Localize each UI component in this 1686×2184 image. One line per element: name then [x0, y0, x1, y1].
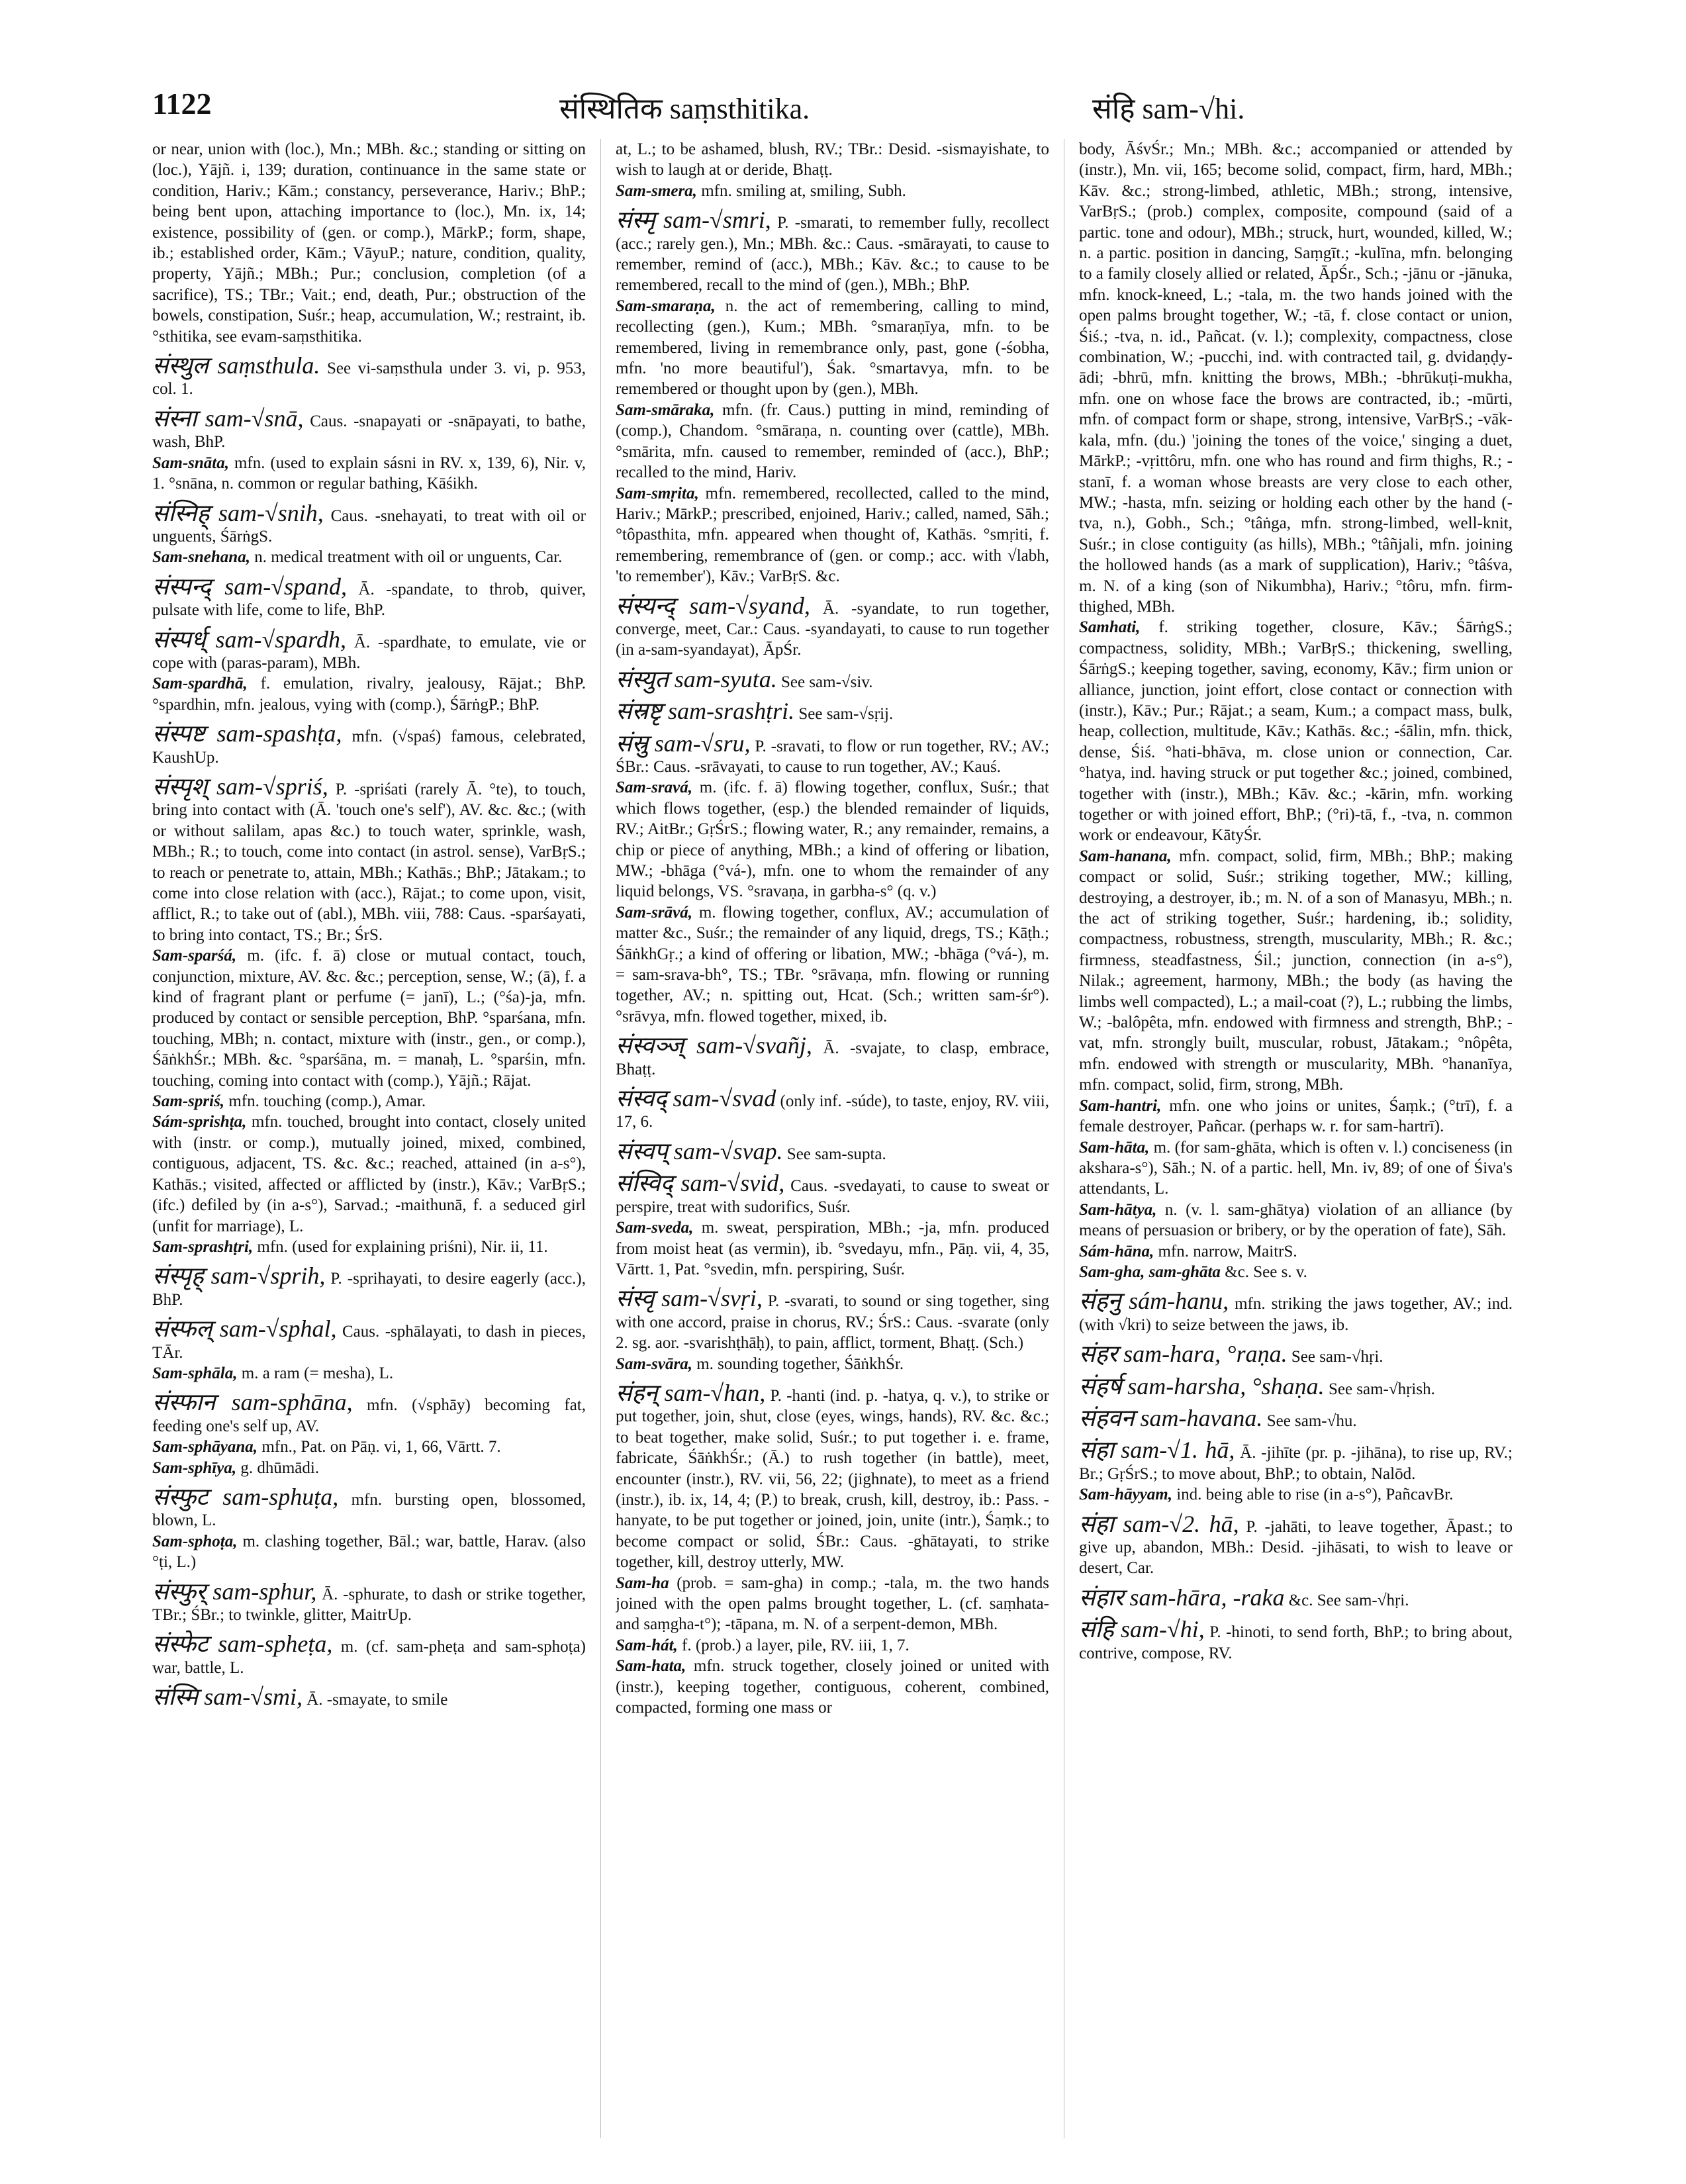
headword: संस्रष्टृ sam-srashṭri. — [616, 698, 795, 725]
subentry — [1079, 1484, 1513, 1505]
headword-entry — [152, 773, 586, 945]
subentry-headword: Sam-sphāyana, — [152, 1438, 258, 1456]
headword: संस्वञ्ज् sam-√svañj, — [616, 1032, 812, 1059]
subentry — [152, 1237, 586, 1257]
column-2 — [616, 139, 1049, 2138]
entry-definition: m. sounding together, ŚāṅkhŚr. — [696, 1354, 904, 1373]
headword: संस्फान sam-sphāna, — [152, 1389, 353, 1416]
subentry-headword: Sam-gha, sam-ghāta — [1079, 1262, 1221, 1281]
headword-entry — [1079, 1288, 1513, 1335]
headword: संस्मृ sam-√smri, — [616, 207, 771, 234]
entry-definition: P. -sprihayati, to desire eagerly (acc.), BhP. — [152, 1270, 586, 1309]
entry-definition: Ā. -smayate, to smile — [306, 1691, 448, 1709]
column-divider — [600, 139, 601, 2138]
headword: संस्पन्द् sam-√spand, — [152, 573, 347, 600]
entry-definition: mfn. smiling at, smiling, Subh. — [701, 181, 906, 200]
subentry-headword: Sam-hanana, — [1079, 847, 1172, 865]
entry-definition: P. -jahāti, to leave together, Āpast.; to give up, abandon, MBh.: Desid. -jihāsati, to wish to leave or desert, Car. — [1079, 1517, 1513, 1578]
subentry — [616, 1573, 1049, 1635]
entry-definition: (only inf. -súde), to taste, enjoy, RV. viii, 17, 6. — [616, 1092, 1049, 1131]
headword-entry — [1079, 1437, 1513, 1484]
subentry — [616, 1354, 1049, 1374]
page-number: 1122 — [152, 87, 212, 120]
subentry-headword: Sam-smṛita, — [616, 484, 699, 502]
entry-definition: or near, union with (loc.), Mn.; MBh. &c.; standing or sitting on (loc.), Yājñ. i, 139; duration, continuance in the same state or condition, Hariv.; Kām.; constancy, perseverance, Hariv.; BhP.; being bent upon, attaching importance to (loc.), Mn. ix, 14; existence, possibility of (gen. or comp.), MārkP.; form, shape, ib.; established order, Kām.; VāyuP.; nature, condition, quality, property, Yājñ.; MBh.; Pur.; conclusion, completion (of a sacrifice), TS.; TBr.; Vait.; end, death, Pur.; obstruction of the bowels, constipation, Suśr.; heap, accumulation, W.; restraint, ib. °sthitika, see evam-saṃsthitika. — [152, 140, 586, 346]
headword-entry — [616, 1380, 1049, 1573]
subentry-headword: Sam-sprashṭri, — [152, 1237, 254, 1256]
entry-definition: m. flowing together, conflux, AV.; accumulation of matter &c., Suśr.; the remainder of any liquid, dregs, TS.; Kāṭh.; ŚāṅkhGṛ.; a kind of offering or libation, MW.; -bhāga (°vá-), m. = sam-srava-bh°, TS.; TBr. °srāvaṇa, mfn. flowing or running together, AV.; n. spitting out, Hcat. (Sch.; written sam-śr°). °srāvya, mfn. flowed together, mixed, ib. — [616, 903, 1049, 1025]
headword: संस्यन्द् sam-√syand, — [616, 592, 810, 619]
subentry — [152, 1437, 586, 1457]
headword: संहा sam-√1. hā, — [1079, 1437, 1235, 1464]
entry-definition: m. (ifc. f. ā) close or mutual contact, touch, conjunction, mixture, AV. &c. &c.; perception, sense, W.; (ā), f. a kind of fragrant plant or perfume (= janī), L.; (°śa)-ja, mfn. produced by contact or sensible perception, BhP. °sparśana, mfn. touching, MBh; n. contact, mixture with (instr., gen., or comp.), ŚāṅkhŚr.; MBh. &c. °sparśāna, m. = manaḥ, L. °sparśin, mfn. touching, coming into contact with (comp.), Yājñ.; Rājat. — [152, 947, 586, 1090]
headword: संस्फुट sam-sphuṭa, — [152, 1483, 339, 1510]
entry-definition: mfn. one who joins or unites, Śaṃk.; (°trī), f. a female destroyer, Pañcar. (perhaps w. r. for sam-hartrī). — [1079, 1096, 1513, 1136]
headword-entry — [616, 207, 1049, 296]
subentry — [1079, 1262, 1513, 1282]
headword-entry — [152, 500, 586, 547]
headword: संस्फल् sam-√sphal, — [152, 1315, 337, 1343]
headword: संहनु sám-hanu, — [1079, 1288, 1229, 1315]
subentry-headword: Sám-sprishṭa, — [152, 1113, 247, 1131]
subentry-headword: Sam-ha — [616, 1574, 669, 1592]
headword: संस्पृह् sam-√sprih, — [152, 1262, 326, 1290]
subentry-headword: Sam-hāyyam, — [1079, 1486, 1172, 1504]
entry-definition: Caus. -snapayati or -snāpayati, to bathe, wash, BhP. — [152, 412, 586, 451]
subentry — [616, 1656, 1049, 1718]
headword-entry — [152, 1315, 586, 1363]
entry-definition: See sam-√siv. — [780, 673, 873, 691]
subentry — [1079, 846, 1513, 1096]
subentry — [152, 1091, 586, 1112]
subentry — [616, 1217, 1049, 1280]
subentry-headword: Sam-spriś, — [152, 1092, 225, 1111]
headword: संस्वृ sam-√svṛi, — [616, 1285, 763, 1312]
subentry — [1079, 1241, 1513, 1262]
subentry-headword: Sam-sravá, — [616, 779, 692, 797]
subentry — [616, 902, 1049, 1027]
headword: संस्ना sam-√snā, — [152, 404, 304, 432]
headword-entry — [616, 593, 1049, 661]
headword-entry — [152, 1262, 586, 1310]
subentry-headword: Sam-smāraka, — [616, 401, 715, 419]
column-3 — [1079, 139, 1513, 2138]
entry-definition: at, L.; to be ashamed, blush, RV.; TBr.: Desid. -sismayishate, to wish to laugh at or deride, Bhaṭṭ. — [616, 140, 1049, 179]
headword: संहवन sam-havana. — [1079, 1404, 1263, 1431]
headword: संस्थुल saṃsthula. — [152, 352, 320, 379]
entry-definition: mfn. narrow, MaitrS. — [1158, 1242, 1297, 1260]
entry-definition: P. -sravati, to flow or run together, RV.; AV.; ŚBr.: Caus. -srāvayati, to cause to run together, AV.; Kauś. — [616, 737, 1049, 776]
subentry — [152, 945, 586, 1091]
entry-continuation — [616, 139, 1049, 181]
entry-definition: body, ĀśvŚr.; Mn.; MBh. &c.; accompanied or attended by (instr.), Mn. vii, 165; become solid, compact, firm, hard, MBh.; Kāv. &c.; strong-limbed, athletic, MBh.; strong, intensive, VarBṛS.; (prob.) complex, composite, compound (said of a partic. tone and odour), MBh.; struck, hurt, wounded, killed, W.; n. a partic. position in dancing, Saṃgīt.; -kulīna, mfn. belonging to a family closely allied or related, ĀpŚr., Sch.; -jānu or -jānuka, mfn. knock-kneed, L.; -tala, m. the two hands joined with the open palms brought together, W.; -tā, f. close contact or union, Śiś.; -tva, n. id., Pañcat. (v. l.); complexity, compactness, close combination, W.; -pucchi, ind. with contracted tail, g. dvidaṇḍy-ādi; -bhrū, mfn. knitting the brows, MBh.; -bhrūkuṭi-mukha, mfn. one on whose face the brows are contracted, ib.; -mūrti, mfn. of compact form or shape, strong, intensive, VarBṛS.; -vāk-kala, mfn. (du.) 'joining the tones of the voice,' singing a duet, MārkP.; -vṛittôru, mfn. one who has round and firm thighs, R.; -stanī, f. a woman whose breasts are very close to each other, MW.; -hasta, mfn. seizing or holding each other by the hand (-tva, n.), Gobh., Sch.; °tâṅga, mfn. strong-limbed, well-knit, Suśr.; in close contiguity (as hills), MBh.; °tâñjali, mfn. joining the hollowed hands (as a mark of supplication), Hariv.; °tâśva, m. N. of a king (son of Nikumbha), Hariv.; °tôru, mfn. firm-thighed, MBh. — [1079, 140, 1513, 616]
headword: संस्पर्ध् sam-√spardh, — [152, 626, 346, 653]
entry-definition: P. -svarati, to sound or sing together, sing with one accord, praise in chorus, RV.; ŚrS.: Caus. -svarate (only 2. sg. aor. -svarishṭhāḥ), to pain, afflict, torment, Bhaṭṭ. (Sch.) — [616, 1292, 1049, 1353]
subentry-headword: Sam-svāra, — [616, 1354, 692, 1373]
entry-definition: Caus. -snehayati, to treat with oil or unguents, ŚārṅgS. — [152, 506, 586, 546]
headword: संस्पष्ट sam-spashṭa, — [152, 720, 342, 747]
subentry-headword: Sam-hātya, — [1079, 1200, 1157, 1219]
entry-definition: n. the act of remembering, calling to mind, recollecting (gen.), Kum.; MBh. °smaraṇīya, mfn. to be remembered, living in remembrance only, past, gone (-śobha, mfn. 'no more beautiful'), Śak. °smartavya, mfn. to be remembered or thought upon by (gen.), MBh. — [616, 297, 1049, 399]
headword: संहा sam-√2. hā, — [1079, 1510, 1239, 1537]
entry-definition: m. (ifc. f. ā) flowing together, conflux, Suśr.; that which flows together, (esp.) the blended remainder of liquids, RV.; AitBr.; GṛŚrS.; flowing water, R.; any remainder, remains, a chip or piece of anything, MBh.; a kind of offering or libation, MW.; -bhāga (°vá-), mfn. one to whom the remainder of any liquid belongs, VS. °sravaṇa, in garbha-s° (q. v.) — [616, 779, 1049, 901]
headword: संहर्ष sam-harsha, °shaṇa. — [1079, 1372, 1325, 1400]
subentry — [152, 1363, 586, 1384]
entry-continuation — [152, 139, 586, 347]
entry-definition: mfn. (fr. Caus.) putting in mind, reminding of (comp.), Chandom. °smāraṇa, n. counting over (cattle), MBh. °smārita, mfn. caused to remember, reminded of (acc.), BhP.; recalled to the mind, Hariv. — [616, 401, 1049, 482]
headword-entry — [616, 698, 1049, 724]
headword-entry — [152, 405, 586, 453]
entry-definition: See sam-supta. — [786, 1145, 886, 1163]
subentry — [616, 1635, 1049, 1656]
entry-definition: mfn. striking the jaws together, AV.; ind. (with √kri) to seize between the jaws, ib. — [1079, 1295, 1513, 1334]
entry-definition: f. striking together, closure, Kāv.; ŚārṅgS.; compactness, solidity, MBh.; VarBṛS.; thickening, swelling, ŚārṅgS.; keeping together, saving, economy, Kāv.; firm union or alliance, junction, joint effort, close contact or connection with (instr.), Kāv.; Pur.; Rājat.; a seam, Kum.; a compact mass, bulk, heap, collection, multitude, Kāv.; Kathās. &c.; -śālin, mfn. thick, dense, Śiś. °hati-bhāva, m. close union or connection, Car. °hatya, ind. having struck or put together &c.; joined, combined, together with (instr.), MBh.; Kāv. &c.; -kārin, mfn. working together or with joined effort, BhP.; (°ri)-tā, f., -tva, n. common work or endeavour, KātyŚr. — [1079, 618, 1513, 845]
headword-entry — [616, 730, 1049, 778]
headword-entry — [1079, 1341, 1513, 1367]
headword: संहर sam-hara, °raṇa. — [1079, 1341, 1288, 1368]
running-head-left: संस्थितिक saṃsthitika. — [559, 93, 810, 125]
entry-definition: f. (prob.) a layer, pile, RV. iii, 1, 7. — [682, 1636, 910, 1654]
subentry-headword: Sam-sparśá, — [152, 947, 237, 965]
page-header — [152, 86, 1516, 139]
headword-entry — [616, 1138, 1049, 1164]
entry-definition: f. emulation, rivalry, jealousy, Rājat.; BhP. °spardhin, mfn. jealous, vying with (comp.), ŚārṅgP.; BhP. — [152, 675, 586, 714]
entry-definition: Caus. -sphālayati, to dash in pieces, TĀr. — [152, 1323, 586, 1362]
subentry — [1079, 1137, 1513, 1200]
subentry-headword: Sam-hát, — [616, 1636, 678, 1654]
headword: संस्वप् sam-√svap. — [616, 1137, 783, 1164]
headword: संस्विद् sam-√svid, — [616, 1170, 785, 1197]
subentry — [616, 181, 1049, 201]
entry-continuation — [1079, 139, 1513, 617]
subentry — [152, 1458, 586, 1478]
entry-definition: m. clashing together, Bāl.; war, battle, Harav. (also °ṭi, L.) — [152, 1532, 586, 1572]
subentry-headword: Sam-sphīya, — [152, 1458, 237, 1477]
entry-definition: See sam-√hu. — [1266, 1411, 1357, 1430]
entry-definition: See sam-√hṛish. — [1328, 1380, 1435, 1398]
headword: संस्रु sam-√sru, — [616, 730, 751, 757]
dictionary-columns — [152, 139, 1516, 2138]
headword-entry — [152, 352, 586, 400]
entry-definition: m. (for sam-ghāta, which is often v. l.) conciseness (in akshara-s°), Sāh.; N. of a partic. hell, Mn. iv, 89; of one of Śiva's attendants, L. — [1079, 1138, 1513, 1198]
entry-definition: mfn. (√spaś) famous, celebrated, KaushUp. — [152, 728, 586, 767]
entry-definition: &c. See s. v. — [1225, 1262, 1307, 1281]
headword: संहन् sam-√han, — [616, 1379, 766, 1406]
entry-definition: See vi-saṃsthula under 3. vi, p. 953, col. 1. — [152, 359, 586, 399]
headword: संस्मि sam-√smi, — [152, 1684, 303, 1711]
headword-entry — [1079, 1616, 1513, 1664]
headword-entry — [1079, 1584, 1513, 1611]
subentry-headword: Sam-sphoṭa, — [152, 1532, 238, 1550]
subentry-headword: Sam-hata, — [616, 1657, 686, 1676]
entry-definition: See sam-√hṛi. — [1291, 1348, 1383, 1366]
subentry-headword: Sam-hāta, — [1079, 1138, 1150, 1157]
subentry — [152, 1531, 586, 1573]
headword-entry — [1079, 1373, 1513, 1400]
entry-definition: g. dhūmādi. — [240, 1458, 320, 1477]
entry-definition: Ā. -svajate, to clasp, embrace, Bhaṭṭ. — [616, 1039, 1049, 1078]
entry-definition: mfn. compact, solid, firm, MBh.; BhP.; making compact or solid, Suśr.; striking together, MW.; killing, destroying, a destroyer, ib.; m. N. of a son of Manasyu, MBh.; n. the act of striking together, Suśr.; hardening, ib.; solidity, compactness, robustness, strength, muscularity, MBh.; R. &c.; firmness, steadfastness, Śil.; junction, connection (in a-s°), Nilak.; agreement, harmony, MBh.; the body (as having the limbs well compacted), L.; a mail-coat (?), L.; rubbing the limbs, W.; -balôpêta, mfn. endowed with firmness and strength, BhP.; -vat, mfn. strongly built, muscular, robust, Jātakam.; °nôpêta, mfn. endowed with strength or muscularity, MBh. °hananīya, mfn. compact, solid, firm, strong, MBh. — [1079, 847, 1513, 1094]
entry-definition: Ā. -spardhate, to emulate, vie or cope with (paras-param), MBh. — [152, 633, 586, 672]
subentry-headword: Sam-snāta, — [152, 453, 230, 472]
headword-entry — [152, 1484, 586, 1531]
subentry-headword: Samhati, — [1079, 618, 1141, 637]
subentry — [1079, 617, 1513, 845]
subentry — [152, 1112, 586, 1236]
entry-definition: P. -smarati, to remember fully, recollect (acc.; rarely gen.), Mn.; MBh. &c.: Caus. -smārayati, to cause to remember, remind of (acc.), MBh.; Kāv. &c.; to cause to be remembered, recall to the mind of (gen.), MBh.; BhP. — [616, 214, 1049, 295]
entry-definition: P. -hanti (ind. p. -hatya, q. v.), to strike or put together, join, shut, close (eyes, wings, hands), RV. &c. &c.; to beat together, make solid, Suśr.; to put together i. e. frame, fabricate, ŚāṅkhŚr.; (Ā.) to rush together (in battle), meet, encounter (instr.), RV. vii, 56, 22; (jighnate), to meet as a friend (instr.), ib. ix, 14, 4; (P.) to break, crush, kill, destroy, ib.: Pass. -hanyate, to be put together or joined, join, unite (intr.), Śaṃk.; to become compact or solid, ŚBr.: Caus. -ghātayati, to strike together, kill, destroy utterly, MW. — [616, 1386, 1049, 1572]
entry-definition: m. sweat, perspiration, MBh.; -ja, mfn. produced from moist heat (as vermin), ib. °svedayu, mfn., Pāṇ. vii, 4, 35, Vārtt. 1, Pat. °svedin, mfn. perspiring, Suśr. — [616, 1219, 1049, 1278]
entry-definition: Ā. -syandate, to run together, converge, meet, Car.: Caus. -syandayati, to cause to run together (in a-sam-syandayat), ĀpŚr. — [616, 599, 1049, 659]
subentry — [616, 400, 1049, 483]
subentry — [616, 296, 1049, 400]
headword-entry — [152, 1389, 586, 1437]
headword: संहि sam-√hi, — [1079, 1616, 1205, 1643]
entry-definition: mfn. remembered, recollected, called to the mind, Hariv.; MārkP.; prescribed, enjoined, Hariv.; called, named, Sāh.; °tôpasthita, mfn. appeared when thought of, Kathās. °smṛiti, f. remembering, remembrance of (gen. or comp.; acc. with √labh, 'to remember'), Kāv.; VarBṛS. &c. — [616, 484, 1049, 586]
entry-definition: mfn., Pat. on Pāṇ. vi, 1, 66, Vārtt. 7. — [261, 1438, 501, 1456]
subentry-headword: Sam-sveda, — [616, 1219, 694, 1237]
entry-definition: n. (v. l. sam-ghātya) violation of an alliance (by means of persuasion or bribery, or by the operation of fate), Sāh. — [1079, 1200, 1513, 1240]
subentry-headword: Sam-snehana, — [152, 548, 250, 567]
headword-entry — [152, 720, 586, 768]
subentry — [616, 777, 1049, 902]
headword-entry — [616, 1170, 1049, 1217]
headword-entry — [152, 626, 586, 674]
subentry — [152, 673, 586, 715]
entry-definition: mfn. touching (comp.), Amar. — [228, 1092, 426, 1111]
headword-entry — [616, 1032, 1049, 1080]
headword-entry — [152, 1578, 586, 1626]
entry-definition: mfn. bursting open, blossomed, blown, L. — [152, 1490, 586, 1530]
subentry — [616, 483, 1049, 587]
subentry-headword: Sam-spardhā, — [152, 675, 248, 693]
headword-entry — [616, 1085, 1049, 1133]
headword-entry — [152, 1684, 586, 1710]
subentry-headword: Sam-sphāla, — [152, 1364, 238, 1382]
entry-definition: (prob. = sam-gha) in comp.; -tala, m. the two hands joined with the open palms brought together, L. (cf. saṃhata- and saṃgha-t°); -tāpana, m. N. of a serpent-demon, MBh. — [616, 1574, 1049, 1634]
subentry-headword: Sam-srāvá, — [616, 903, 692, 922]
entry-definition: mfn. (√sphāy) becoming fat, feeding one's self up, AV. — [152, 1396, 586, 1435]
entry-definition: Ā. -sphurate, to dash or strike together, TBr.; ŚBr.; to twinkle, glitter, MaitrUp. — [152, 1585, 586, 1624]
entry-definition: ind. being able to rise (in a-s°), PañcavBr. — [1176, 1486, 1454, 1504]
entry-definition: mfn. (used for explaining priśni), Nir. ii, 11. — [257, 1237, 548, 1256]
entry-definition: m. (cf. sam-pheṭa and sam-sphoṭa) war, battle, L. — [152, 1638, 586, 1677]
headword: संस्निह् sam-√snih, — [152, 499, 324, 526]
subentry-headword: Sam-smera, — [616, 181, 697, 200]
entry-definition: See sam-√sṛij. — [798, 705, 894, 724]
subentry-headword: Sam-hantri, — [1079, 1096, 1162, 1115]
headword-entry — [152, 573, 586, 621]
headword: संस्युत sam-syuta. — [616, 665, 777, 692]
subentry — [1079, 1096, 1513, 1137]
headword-entry — [1079, 1511, 1513, 1579]
headword: संस्फुर् sam-sphur, — [152, 1578, 317, 1605]
entry-definition: Ā. -jihīte (pr. p. -jihāna), to rise up, RV.; Br.; GṛŚrS.; to move about, BhP.; to obtain, Nalōd. — [1079, 1444, 1513, 1483]
headword: संस्वद् sam-√svad — [616, 1085, 776, 1112]
entry-definition: P. -spriśati (rarely Ā. °te), to touch, bring into contact with (Ā. 'touch one's self'), AV. &c. &c.; (with or without salilam, apas &c.) to touch water, sprinkle, wash, MBh.; R.; to touch, come into contact (in astrol. sense), VarBṛS.; to reach or penetrate to, attain, MBh.; Kathās.; BhP.; Jātakam.; to come into close relation with (acc.), Rājat.; to come upon, visit, afflict, R.; to take out of (abl.), MBh. viii, 788: Caus. -sparśayati, to bring into contact, TS.; Br.; ŚrS. — [152, 780, 586, 944]
headword-entry — [616, 666, 1049, 692]
headword-entry — [616, 1285, 1049, 1353]
headword: संहार sam-hāra, -raka — [1079, 1584, 1285, 1611]
subentry — [152, 547, 586, 567]
column-1 — [152, 139, 586, 2138]
headword: संस्पृश् sam-√spriś, — [152, 773, 328, 800]
entry-definition: &c. See sam-√hṛi. — [1288, 1591, 1409, 1609]
entry-definition: mfn. (used to explain sásni in RV. x, 139, 6), Nir. v, 1. °snāna, n. common or regular bathing, Kāśikh. — [152, 453, 586, 493]
entry-definition: mfn. struck together, closely joined or united with (instr.), keeping together, contiguous, coherent, combined, compacted, forming one mass or — [616, 1657, 1049, 1717]
headword-entry — [1079, 1405, 1513, 1431]
entry-definition: n. medical treatment with oil or unguents, Car. — [254, 548, 563, 567]
headword-entry — [152, 1631, 586, 1678]
subentry-headword: Sám-hāna, — [1079, 1242, 1154, 1260]
entry-definition: Ā. -spandate, to throb, quiver, pulsate with life, come to life, BhP. — [152, 580, 586, 620]
subentry — [152, 453, 586, 495]
entry-definition: P. -hinoti, to send forth, BhP.; to bring about, contrive, compose, RV. — [1079, 1623, 1513, 1662]
running-head-right: संहि sam-√hi. — [1092, 93, 1245, 125]
entry-definition: Caus. -svedayati, to cause to sweat or perspire, treat with sudorifics, Suśr. — [616, 1177, 1049, 1216]
headword: संस्फेट sam-spheṭa, — [152, 1631, 333, 1658]
subentry-headword: Sam-smaraṇa, — [616, 297, 716, 315]
entry-definition: mfn. touched, brought into contact, closely united with (instr. or comp.), mutually joined, mixed, combined, contiguous, adjacent, TS. &c. &c.; reached, attained (in a-s°), Kathās.; visited, affected or afflicted by (instr.), Kāv.; VarBṛS.; (ifc.) defiled by (in a-s°), Sarvad.; -maithunā, f. a seduced girl (unfit for marriage), L. — [152, 1113, 586, 1235]
entry-definition: m. a ram (= mesha), L. — [241, 1364, 394, 1382]
subentry — [1079, 1200, 1513, 1241]
